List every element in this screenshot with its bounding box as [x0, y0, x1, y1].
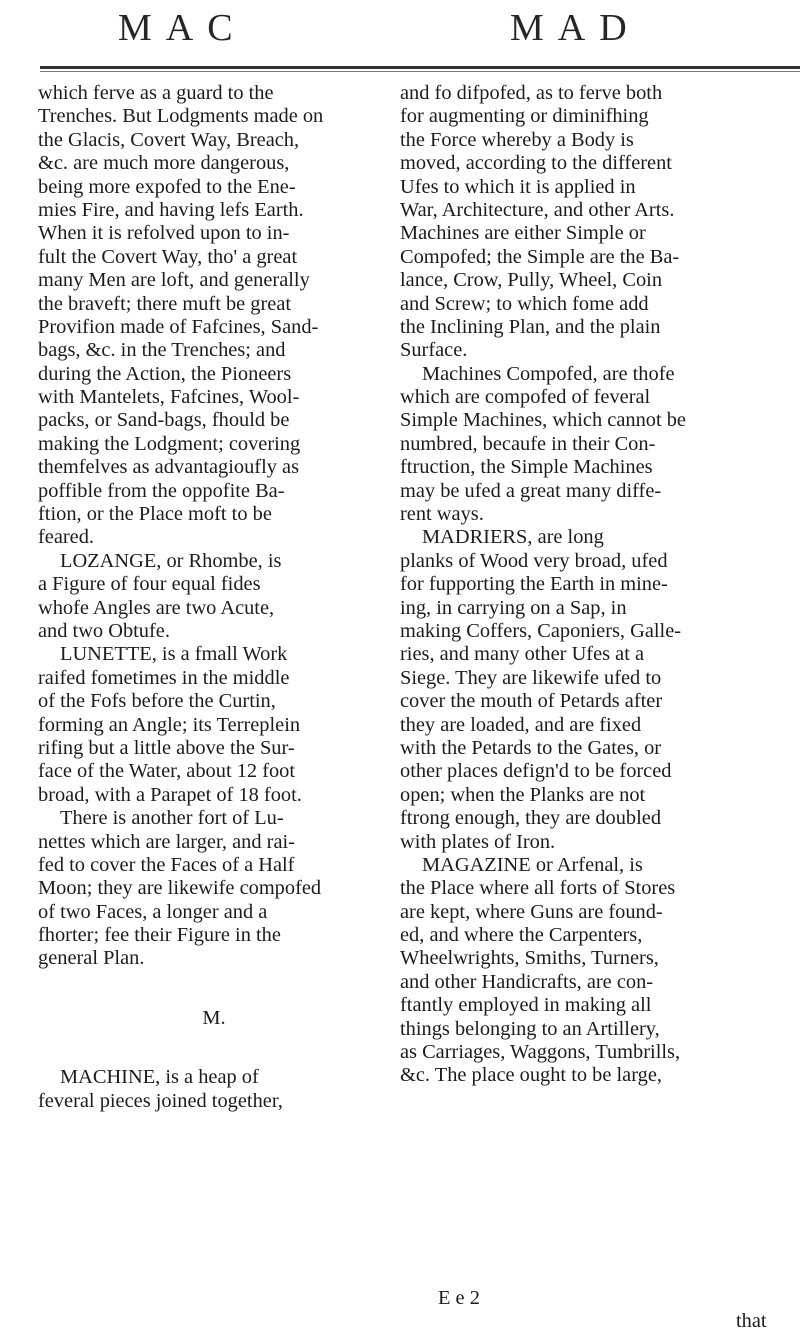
text-line: forming an Angle; its Terreplein — [38, 713, 301, 736]
text-line: bags, &c. in the Trenches; and — [38, 339, 286, 362]
text-line — [38, 1030, 390, 1066]
text-line: a Figure of four equal fides — [38, 573, 261, 596]
text-line: broad, with a Parapet of 18 foot. — [38, 783, 302, 806]
text-line: many Men are loft, and generally — [38, 269, 310, 292]
text-line: making the Lodgment; covering — [38, 432, 301, 455]
text-line: ries, and many other Ufes at a — [400, 643, 645, 666]
running-head — [0, 6, 800, 56]
text-line: things belonging to an Artillery, — [400, 1017, 660, 1040]
text-line — [38, 971, 390, 1007]
text-line: LUNETTE, is a fmall Work — [60, 643, 288, 666]
text-line: moved, according to the different — [400, 152, 672, 175]
text-line: Wheelwrights, Smiths, Turners, — [400, 947, 659, 970]
text-line: fhorter; fee their Figure in the — [38, 924, 281, 947]
text-line: Surface. — [400, 339, 468, 362]
text-line: and other Handicrafts, are con- — [400, 970, 654, 993]
text-line: There is another fort of Lu- — [60, 807, 284, 830]
text-line: &c. are much more dangerous, — [38, 152, 290, 175]
text-line: Moon; they are likewife compofed — [38, 877, 322, 900]
text-line: which are compofed of feveral — [400, 386, 651, 409]
running-head-right: MAD — [510, 7, 641, 49]
text-line: with the Petards to the Gates, or — [400, 736, 662, 759]
text-line: War, Architecture, and other Arts. — [400, 198, 675, 221]
text-line: ftantly employed in making all — [400, 994, 652, 1017]
text-line: LOZANGE, or Rhombe, is — [60, 549, 282, 572]
text-line: rent ways. — [400, 503, 484, 526]
text-line: ftrong enough, they are doubled — [400, 807, 662, 830]
text-line: Machines are either Simple or — [400, 222, 646, 245]
text-line: of the Fofs before the Curtin, — [38, 690, 276, 713]
text-line: feveral pieces joined together, — [38, 1089, 283, 1112]
text-line: raifed fometimes in the middle — [38, 666, 290, 689]
text-line: ing, in carrying on a Sap, in — [400, 596, 627, 619]
text-line: feared. — [38, 526, 95, 549]
header-rule-thin — [40, 71, 800, 72]
text-line: &c. The place ought to be large, — [400, 1064, 662, 1087]
text-line: packs, or Sand-bags, fhould be — [38, 409, 290, 432]
text-line: with plates of Iron. — [400, 830, 556, 853]
text-line: ed, and where the Carpenters, — [400, 924, 643, 947]
text-line: MACHINE, is a heap of — [60, 1066, 259, 1089]
text-line: for fupporting the Earth in mine- — [400, 573, 668, 596]
text-line: cover the mouth of Petards after — [400, 690, 663, 713]
text-line: other places defign'd to be forced — [400, 760, 672, 783]
text-line: M. — [202, 1006, 226, 1029]
text-line: ftruction, the Simple Machines — [400, 456, 653, 479]
text-line: the Place where all forts of Stores — [400, 877, 676, 900]
text-line: fed to cover the Faces of a Half — [38, 853, 295, 876]
text-line: face of the Water, about 12 foot — [38, 760, 296, 783]
right-column — [400, 82, 790, 1088]
text-line: the braveft; there muft be great — [38, 292, 292, 315]
text-line: being more expofed to the Ene- — [38, 175, 296, 198]
text-line: rifing but a little above the Sur- — [38, 736, 295, 759]
text-line: poffible from the oppofite Ba- — [38, 479, 285, 502]
text-line: themfelves as advantagioufly as — [38, 456, 300, 479]
text-line: ftion, or the Place moft to be — [38, 503, 272, 526]
text-line: whofe Angles are two Acute, — [38, 596, 275, 619]
text-line: MAGAZINE or Arfenal, is — [422, 853, 643, 876]
text-line: may be ufed a great many diffe- — [400, 479, 662, 502]
text-line: the Inclining Plan, and the plain — [400, 315, 661, 338]
text-line: Trenches. But Lodgments made on — [38, 105, 324, 128]
header-rule — [40, 66, 800, 69]
text-line: the Glacis, Covert Way, Breach, — [38, 128, 300, 151]
text-line: open; when the Planks are not — [400, 783, 646, 806]
text-line: lance, Crow, Pully, Wheel, Coin — [400, 269, 663, 292]
signature-mark: E e 2 — [438, 1287, 480, 1309]
text-line: are kept, where Guns are found- — [400, 900, 663, 923]
text-line: planks of Wood very broad, ufed — [400, 549, 668, 572]
text-line: they are loaded, and are fixed — [400, 713, 642, 736]
text-line: making Coffers, Caponiers, Galle- — [400, 619, 682, 642]
text-line: Machines Compofed, are thofe — [422, 362, 675, 385]
text-line: as Carriages, Waggons, Tumbrills, — [400, 1041, 681, 1064]
text-line: Provifion made of Fafcines, Sand- — [38, 315, 319, 338]
text-line: MADRIERS, are long — [422, 526, 604, 549]
text-line: mies Fire, and having lefs Earth. — [38, 198, 304, 221]
text-line: Siege. They are likewife ufed to — [400, 666, 662, 689]
text-line: which ferve as a guard to the — [38, 82, 274, 104]
text-line: Simple Machines, which cannot be — [400, 409, 686, 432]
text-line: numbred, becaufe in their Con- — [400, 432, 656, 455]
text-line: and Screw; to which fome add — [400, 292, 649, 315]
running-head-left: MAC — [118, 7, 247, 49]
text-line: When it is refolved upon to in- — [38, 222, 290, 245]
text-line: for augmenting or diminifhing — [400, 105, 649, 128]
left-column — [38, 82, 390, 1113]
text-line: of two Faces, a longer and a — [38, 900, 268, 923]
text-line: nettes which are larger, and rai- — [38, 830, 295, 853]
text-line: Compofed; the Simple are the Ba- — [400, 245, 680, 268]
text-line: the Force whereby a Body is — [400, 128, 634, 151]
text-line: general Plan. — [38, 947, 145, 970]
text-line: Ufes to which it is applied in — [400, 175, 636, 198]
catchword: that — [736, 1310, 767, 1332]
text-line: with Mantelets, Fafcines, Wool- — [38, 386, 300, 409]
text-line: and fo difpofed, as to ferve both — [400, 82, 663, 104]
text-line: fult the Covert Way, tho' a great — [38, 245, 298, 268]
text-line: and two Obtufe. — [38, 619, 170, 642]
text-line: during the Action, the Pioneers — [38, 362, 292, 385]
